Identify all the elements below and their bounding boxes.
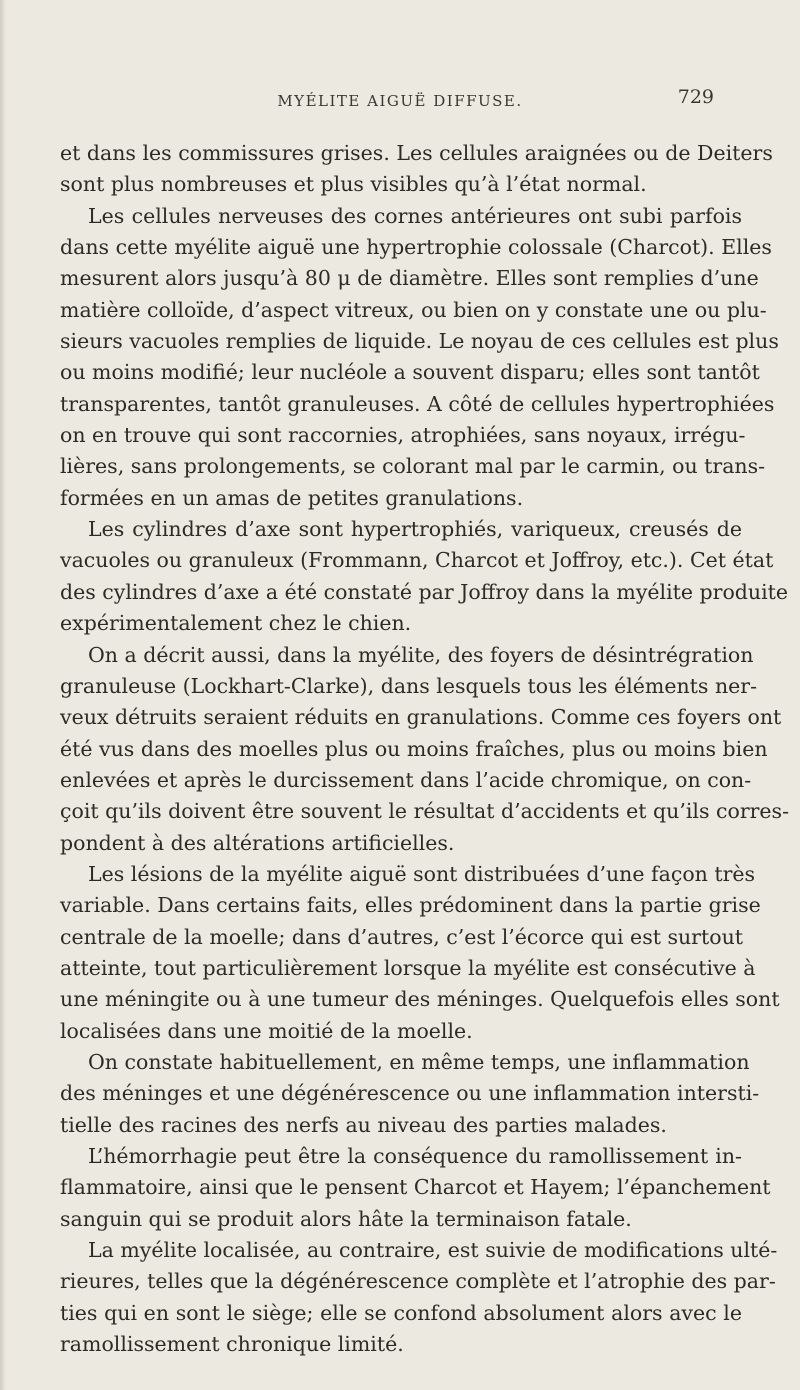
text-line: sanguin qui se produit alors hâte la terminaison fatale. bbox=[60, 1206, 632, 1231]
text-line: centrale de la moelle; dans d’autres, c’est l’écorce qui est surtout bbox=[60, 924, 744, 949]
text-line: on en trouve qui sont raccornies, atrophiées, sans noyaux, irrégu- bbox=[60, 423, 746, 448]
text-line: dans cette myélite aiguë une hypertrophie colossale (Charcot). Elles bbox=[60, 235, 772, 260]
text-line: matière colloïde, d’aspect vitreux, ou bien on y constate une ou plu- bbox=[60, 297, 767, 322]
text-line: été vus dans des moelles plus ou moins fraîches, plus ou moins bien bbox=[60, 736, 768, 761]
text-line: formées en un amas de petites granulations. bbox=[60, 485, 524, 510]
text-line: sont plus nombreuses et plus visibles qu’à l’état normal. bbox=[60, 172, 647, 197]
text-line: ramollissement chronique limité. bbox=[60, 1332, 404, 1357]
text-line: On a décrit aussi, dans la myélite, des foyers de désintrégration bbox=[88, 642, 754, 667]
text-line: vacuoles ou granuleux (Frommann, Charcot et Joffroy, etc.). Cet état bbox=[60, 548, 774, 573]
text-line: La myélite localisée, au contraire, est suivie de modifications ulté- bbox=[88, 1238, 778, 1263]
text-line: ou moins modifié; leur nucléole a souvent disparu; elles sont tantôt bbox=[60, 360, 760, 385]
text-line: expérimentalement chez le chien. bbox=[60, 611, 412, 636]
running-head bbox=[0, 86, 800, 122]
text-line: Les lésions de la myélite aiguë sont distribuées d’une façon très bbox=[88, 861, 756, 886]
page-edge-shadow bbox=[0, 0, 6, 1390]
text-line: atteinte, tout particulièrement lorsque la myélite est consécutive à bbox=[60, 955, 756, 980]
text-line: Les cylindres d’axe sont hypertrophiés, variqueux, creusés de bbox=[88, 517, 742, 542]
text-line: On constate habituellement, en même temps, une inflammation bbox=[88, 1049, 750, 1074]
text-line: sieurs vacuoles remplies de liquide. Le noyau de ces cellules est plus bbox=[60, 329, 779, 354]
text-line: Les cellules nerveuses des cornes antérieures ont subi parfois bbox=[88, 203, 742, 228]
text-line: ties qui en sont le siège; elle se confond absolument alors avec le bbox=[60, 1300, 742, 1325]
body-text bbox=[60, 138, 789, 1360]
text-line: flammatoire, ainsi que le pensent Charcot et Hayem; l’épanchement bbox=[60, 1175, 771, 1200]
text-line: granuleuse (Lockhart-Clarke), dans lesquels tous les éléments ner- bbox=[60, 673, 758, 698]
text-line: des cylindres d’axe a été constaté par Joffroy dans la myélite produite bbox=[60, 579, 789, 604]
text-line: variable. Dans certains faits, elles prédominent dans la partie grise bbox=[60, 893, 761, 918]
text-line: enlevées et après le durcissement dans l’acide chromique, on con- bbox=[60, 767, 752, 792]
text-line: des méninges et une dégénérescence ou une inflammation intersti- bbox=[60, 1081, 760, 1106]
text-line: mesurent alors jusqu’à 80 μ de diamètre. Elles sont remplies d’une bbox=[60, 266, 759, 291]
text-line: rieures, telles que la dégénérescence complète et l’atrophie des par- bbox=[60, 1269, 776, 1294]
text-line: lières, sans prolongements, se colorant mal par le carmin, ou trans- bbox=[60, 454, 766, 479]
running-title: MYÉLITE AIGUË DIFFUSE. bbox=[277, 92, 523, 110]
text-line: tielle des racines des nerfs au niveau des parties malades. bbox=[60, 1112, 667, 1137]
text-line: transparentes, tantôt granuleuses. A côté de cellules hypertrophiées bbox=[60, 391, 775, 416]
text-line: pondent à des altérations artificielles. bbox=[60, 830, 455, 855]
text-line: L’hémorrhagie peut être la conséquence du ramollissement in- bbox=[88, 1144, 742, 1168]
page-number: 729 bbox=[677, 86, 714, 108]
text-line: localisées dans une moitié de la moelle. bbox=[60, 1018, 473, 1043]
text-line: et dans les commissures grises. Les cellules araignées ou de Deiters bbox=[60, 141, 773, 165]
text-line: veux détruits seraient réduits en granulations. Comme ces foyers ont bbox=[60, 705, 782, 730]
text-line: une méningite ou à une tumeur des méninges. Quelquefois elles sont bbox=[60, 987, 780, 1012]
text-line: çoit qu’ils doivent être souvent le résultat d’accidents et qu’ils corres- bbox=[60, 799, 789, 824]
